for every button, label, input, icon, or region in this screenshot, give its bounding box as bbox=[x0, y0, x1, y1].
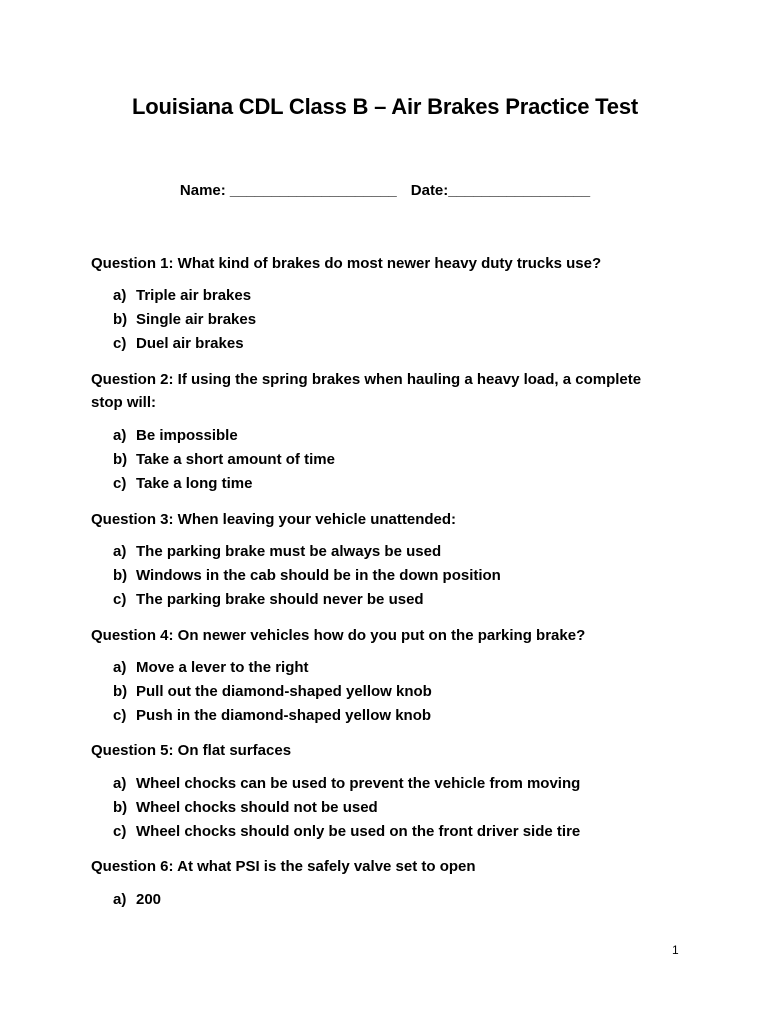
option-item bbox=[113, 472, 335, 496]
page-title: Louisiana CDL Class B – Air Brakes Practice Test bbox=[132, 94, 638, 119]
name-field-label: Name: ____________________ bbox=[179, 182, 397, 199]
name-date-line bbox=[0, 182, 770, 199]
question-5-text: Question 5: On flat surfaces bbox=[91, 742, 292, 759]
option-letter: a) bbox=[113, 543, 127, 560]
question-3-options bbox=[113, 540, 501, 612]
question-1-options bbox=[113, 284, 256, 356]
option-item bbox=[113, 332, 256, 356]
option-text: Pull out the diamond-shaped yellow knob bbox=[136, 683, 432, 700]
question-5-options bbox=[113, 772, 580, 844]
option-text: Triple air brakes bbox=[136, 287, 252, 304]
question-2-text: Question 2: If using the spring brakes when hauling a heavy load, a complete stop will: bbox=[91, 371, 642, 411]
option-text: Wheel chocks can be used to prevent the vehicle from moving bbox=[136, 775, 581, 792]
option-item bbox=[113, 308, 256, 332]
option-text: 200 bbox=[136, 891, 162, 908]
option-letter: c) bbox=[113, 335, 127, 352]
option-text: The parking brake must be always be used bbox=[136, 543, 442, 560]
option-letter: b) bbox=[113, 311, 128, 328]
option-text: Be impossible bbox=[136, 427, 238, 444]
option-item bbox=[113, 704, 432, 728]
option-item bbox=[113, 540, 501, 564]
option-text: Wheel chocks should not be used bbox=[136, 799, 378, 816]
option-item bbox=[113, 656, 432, 680]
question-1-text: Question 1: What kind of brakes do most newer heavy duty trucks use? bbox=[91, 255, 602, 272]
option-letter: a) bbox=[113, 287, 127, 304]
option-letter: c) bbox=[113, 475, 127, 492]
option-letter: b) bbox=[113, 451, 128, 468]
question-2-options bbox=[113, 424, 335, 496]
question-4-text: Question 4: On newer vehicles how do you put on the parking brake? bbox=[91, 627, 586, 644]
option-letter: c) bbox=[113, 707, 127, 724]
option-text: Duel air brakes bbox=[136, 335, 244, 352]
option-text: Take a long time bbox=[136, 475, 253, 492]
option-item bbox=[113, 772, 580, 796]
option-text: Push in the diamond-shaped yellow knob bbox=[136, 707, 432, 724]
option-text: Take a short amount of time bbox=[136, 451, 335, 468]
option-text: Windows in the cab should be in the down position bbox=[136, 567, 501, 584]
option-letter: b) bbox=[113, 683, 128, 700]
option-item bbox=[113, 284, 256, 308]
option-item bbox=[113, 796, 580, 820]
option-item bbox=[113, 424, 335, 448]
option-letter: a) bbox=[113, 427, 127, 444]
option-item bbox=[113, 588, 501, 612]
date-field-label: Date:_________________ bbox=[410, 182, 591, 199]
option-letter: b) bbox=[113, 799, 128, 816]
option-text: Single air brakes bbox=[136, 311, 257, 328]
option-item bbox=[113, 820, 580, 844]
option-letter: a) bbox=[113, 891, 127, 908]
option-letter: a) bbox=[113, 775, 127, 792]
option-letter: c) bbox=[113, 823, 127, 840]
option-item bbox=[113, 564, 501, 588]
option-item bbox=[113, 448, 335, 472]
option-text: Wheel chocks should only be used on the front driver side tire bbox=[136, 823, 581, 840]
question-6-text: Question 6: At what PSI is the safely valve set to open bbox=[91, 858, 476, 875]
question-6-options bbox=[113, 888, 161, 912]
option-text: Move a lever to the right bbox=[136, 659, 309, 676]
option-letter: a) bbox=[113, 659, 127, 676]
option-letter: b) bbox=[113, 567, 128, 584]
question-3-text: Question 3: When leaving your vehicle unattended: bbox=[91, 511, 457, 528]
question-4-options bbox=[113, 656, 432, 728]
page-number: 1 bbox=[672, 943, 679, 957]
option-letter: c) bbox=[113, 591, 127, 608]
option-text: The parking brake should never be used bbox=[136, 591, 424, 608]
option-item bbox=[113, 680, 432, 704]
option-item bbox=[113, 888, 161, 912]
